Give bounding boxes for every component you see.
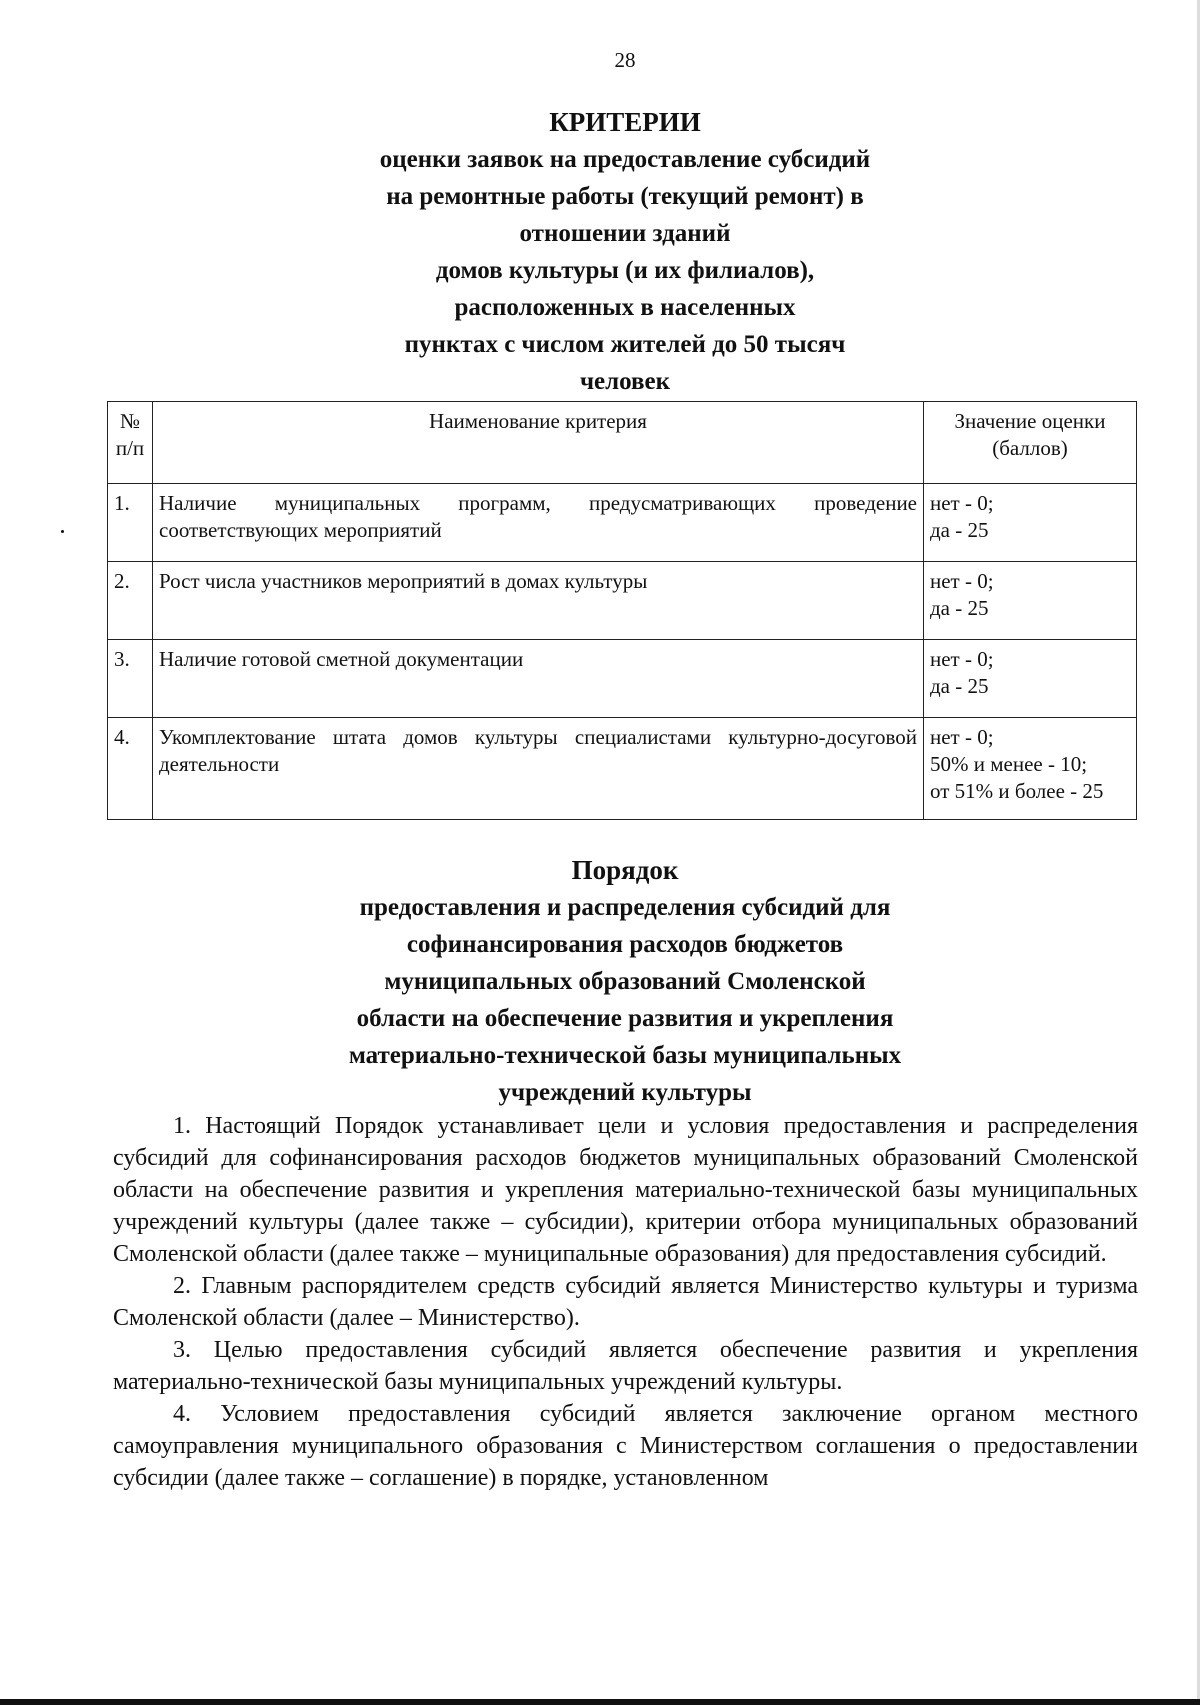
score-line: нет - 0; (930, 491, 994, 515)
table-row (108, 562, 1137, 640)
score-line: да - 25 (930, 518, 989, 542)
row-num: 3. (108, 640, 153, 718)
score-line: от 51% и более - 25 (930, 779, 1104, 803)
criteria-title-line: отношении зданий (519, 220, 731, 247)
criteria-title-line: пунктах с числом жителей до 50 тысяч (404, 331, 846, 358)
page-number: 28 (614, 48, 636, 72)
score-line: нет - 0; (930, 725, 994, 749)
row-criterion: Укомплектование штата домов культуры специалистами культурно-досуговой деятельности (153, 718, 924, 820)
order-title-line: области на обеспечение развития и укрепления (356, 1005, 894, 1032)
order-body (113, 1110, 1138, 1494)
table-row (108, 718, 1137, 820)
order-title-line: учреждений культуры (498, 1079, 752, 1106)
row-criterion: Рост числа участников мероприятий в домах культуры (153, 562, 924, 640)
table-header-row (108, 402, 1137, 484)
paragraph: 3. Целью предоставления субсидий является обеспечение развития и укрепления материально-технической базы муниципальных учреждений культуры. (113, 1337, 1138, 1395)
header-score: Значение оценки (баллов) (924, 402, 1137, 484)
order-title-line: муниципальных образований Смоленской (384, 968, 866, 995)
row-criterion: Наличие готовой сметной документации (153, 640, 924, 718)
criteria-title (0, 104, 1200, 400)
row-score (924, 484, 1137, 562)
table-row (108, 640, 1137, 718)
score-line: 50% и менее - 10; (930, 752, 1088, 776)
header-num: № п/п (108, 402, 153, 484)
score-line: нет - 0; (930, 569, 994, 593)
row-criterion: Наличие муниципальных программ, предусматривающих проведение соответствующих мероприятий (153, 484, 924, 562)
criteria-title-line: КРИТЕРИИ (549, 107, 701, 137)
score-line: нет - 0; (930, 647, 994, 671)
row-num: 1. (108, 484, 153, 562)
criteria-table (107, 401, 1137, 820)
order-title-line: софинансирования расходов бюджетов (406, 931, 844, 958)
order-title (0, 852, 1200, 1111)
order-title-line: Порядок (571, 855, 679, 885)
scan-bottom-edge (0, 1699, 1200, 1705)
row-num: 4. (108, 718, 153, 820)
row-score (924, 562, 1137, 640)
paragraph: 4. Условием предоставления субсидий является заключение органом местного самоуправления муниципального образования с Министерством соглашения о предоставлении субсидии (далее также – соглашение) в порядке, установленном (113, 1401, 1138, 1491)
row-score (924, 640, 1137, 718)
criteria-title-line: домов культуры (и их филиалов), (435, 257, 815, 284)
criteria-title-line: расположенных в населенных (454, 294, 796, 321)
criteria-title-line: человек (579, 368, 671, 395)
order-title-line: материально-технической базы муниципальных (348, 1042, 902, 1069)
score-line: да - 25 (930, 596, 989, 620)
scan-speck (61, 530, 64, 533)
paragraph: 1. Настоящий Порядок устанавливает цели и условия предоставления и распределения субсидий для софинансирования расходов бюджетов муниципальных образований Смоленской области на обеспечение развития и укрепления материально-технической базы муниципальных учреждений культуры (далее также – субсидии), критерии отбора муниципальных образований Смоленской области (далее также – муниципальные образования) для предоставления субсидий. (113, 1113, 1138, 1267)
row-score (924, 718, 1137, 820)
paragraph: 2. Главным распорядителем средств субсидий является Министерство культуры и туризма Смоленской области (далее – Министерство). (113, 1273, 1138, 1331)
order-title-line: предоставления и распределения субсидий для (359, 894, 891, 921)
row-num: 2. (108, 562, 153, 640)
criteria-title-line: оценки заявок на предоставление субсидий (379, 146, 871, 173)
table-row (108, 484, 1137, 562)
header-name: Наименование критерия (153, 402, 924, 484)
score-line: да - 25 (930, 674, 989, 698)
criteria-title-line: на ремонтные работы (текущий ремонт) в (386, 183, 864, 210)
